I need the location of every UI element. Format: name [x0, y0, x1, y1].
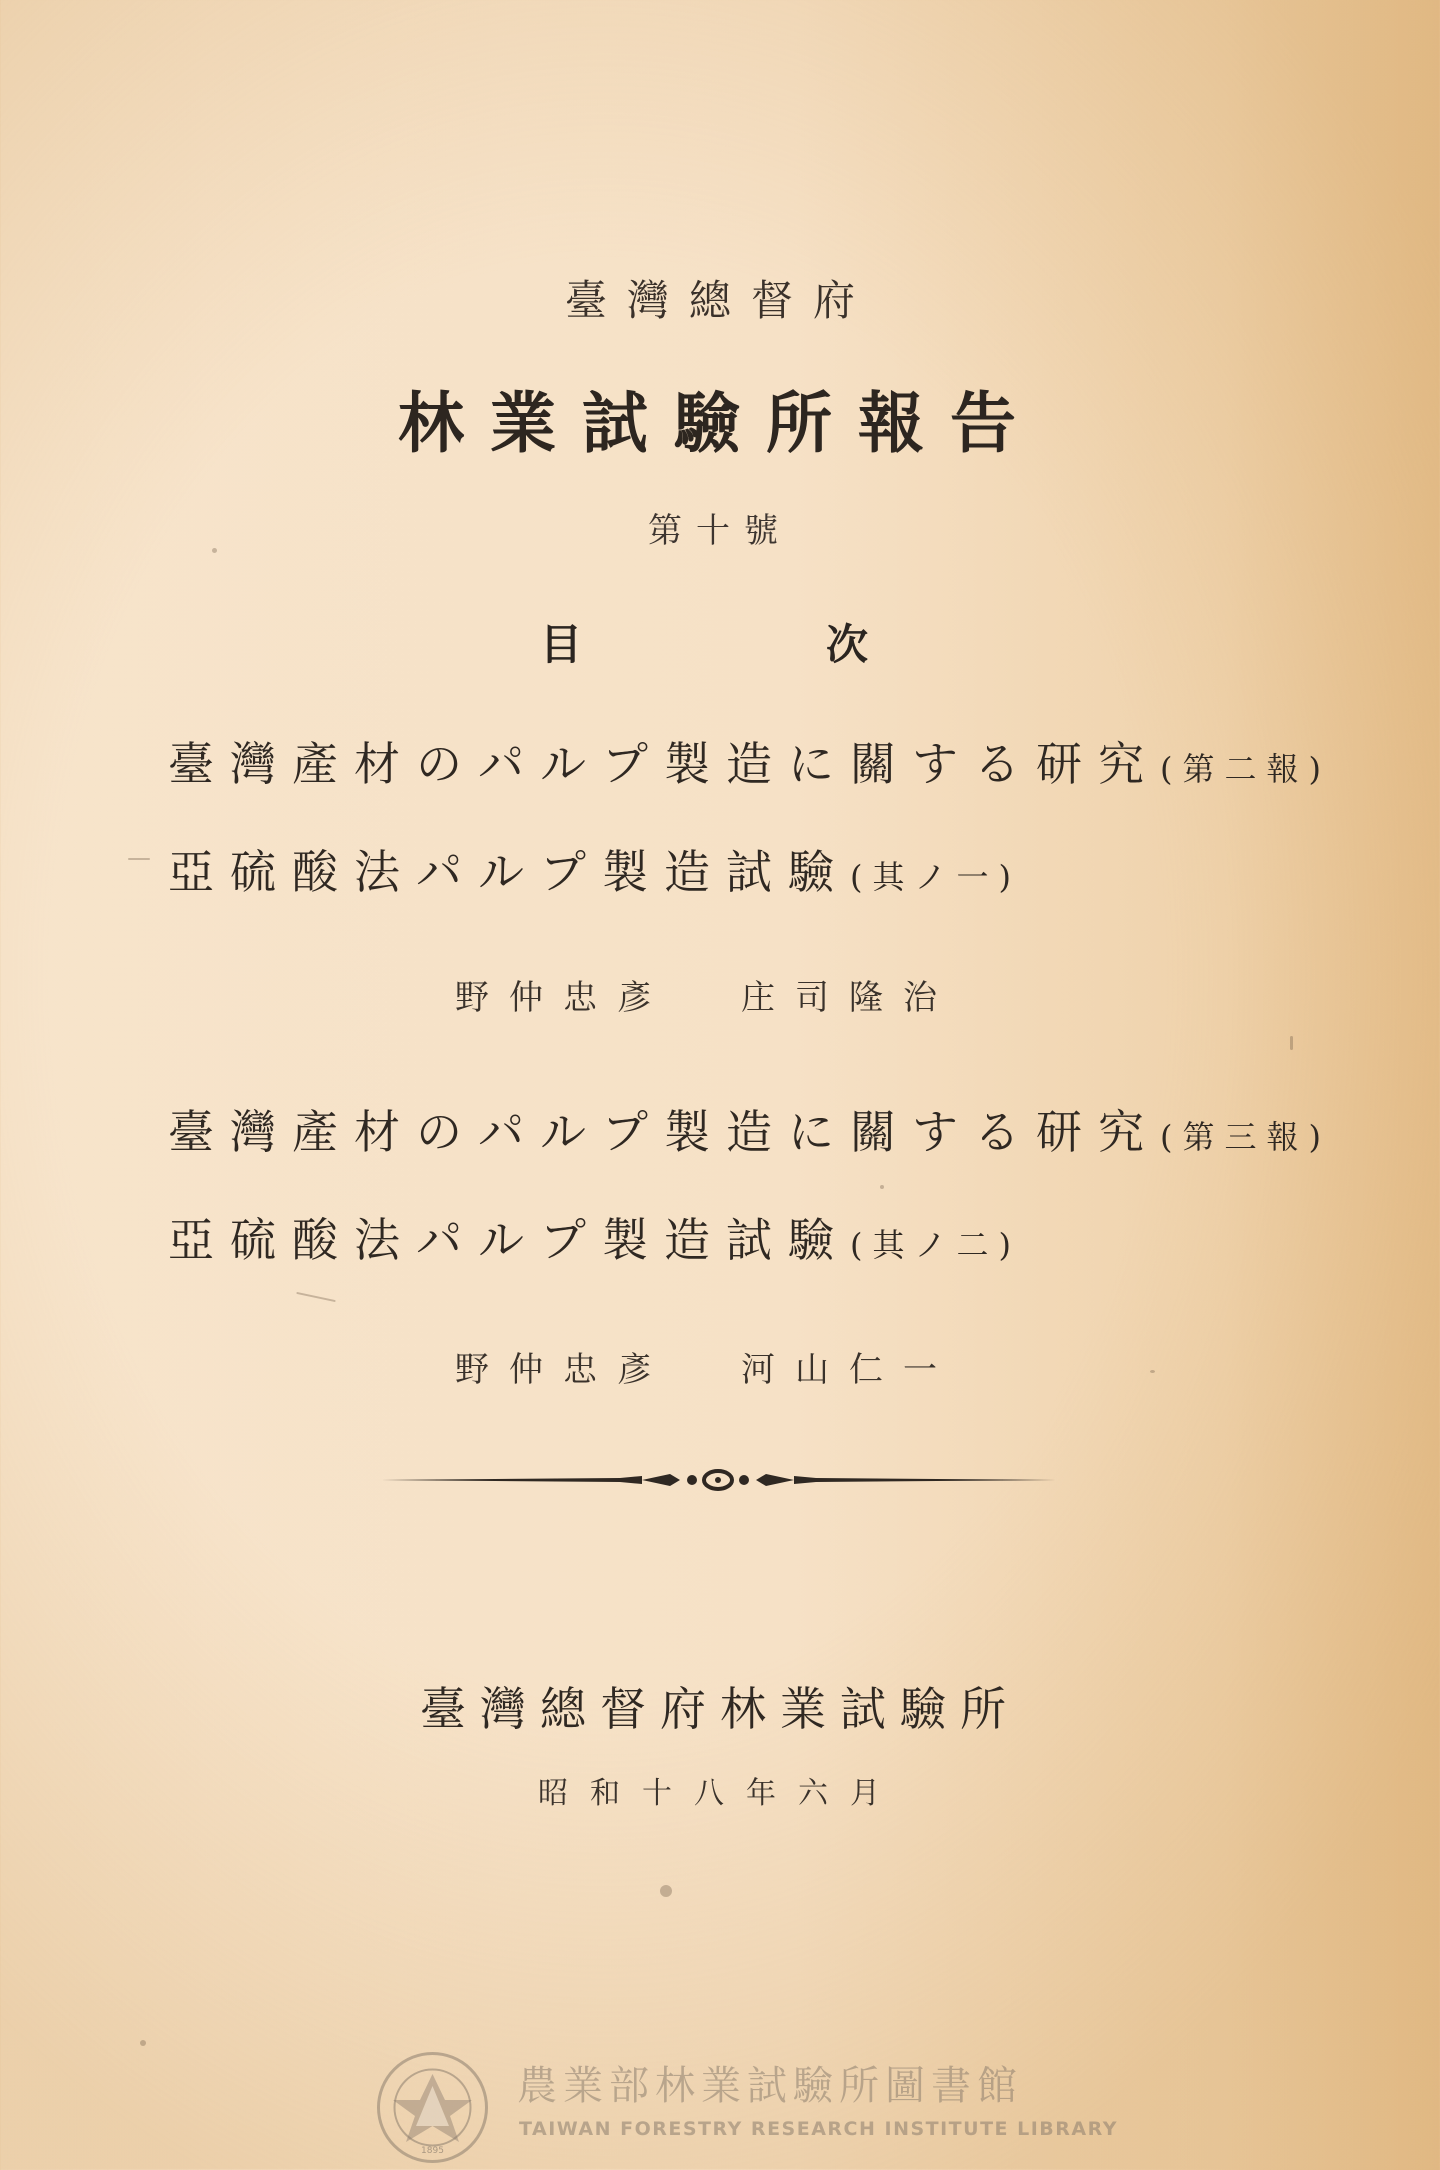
- toc-entry-2-part: (其ノ二): [850, 1226, 1021, 1264]
- report-title: 林業試驗所報告: [398, 384, 1042, 462]
- toc-entry-1-title-line2: [168, 836, 1021, 902]
- toc-entry-2-title-line2: [168, 1204, 1021, 1270]
- publisher-footer: 臺灣總督府林業試驗所: [420, 1682, 1020, 1736]
- paper-speck: [140, 2040, 146, 2046]
- publisher-header: 臺灣總督府: [564, 276, 875, 325]
- toc-entry-2-authors: [455, 1342, 957, 1391]
- author-name: 河山仁一: [741, 1350, 957, 1390]
- library-name-zh: 農業部林業試驗所圖書館: [517, 2063, 1023, 2109]
- toc-heading-left: 目: [540, 620, 583, 669]
- paper-speck: [296, 1292, 336, 1302]
- seal-year: 1895: [421, 2146, 444, 2156]
- paper-speck: [1290, 1036, 1293, 1050]
- paper-speck: [660, 1885, 672, 1897]
- library-seal-icon: [375, 2050, 490, 2165]
- ornamental-divider: [380, 1462, 1056, 1498]
- toc-entry-1-part: (其ノ一): [850, 858, 1021, 896]
- toc-entry-1-title: 臺灣產材のパルプ製造に關する研究: [168, 737, 1160, 791]
- toc-entry-1-authors: [455, 970, 957, 1019]
- toc-entry-1-title-line1: [168, 728, 1331, 794]
- library-watermark: [375, 2050, 1118, 2170]
- paper-speck: [212, 548, 217, 553]
- paper-speck: [128, 858, 150, 860]
- toc-entry-2-title-line1: [168, 1096, 1331, 1162]
- paper-speck: [1150, 1370, 1155, 1373]
- issue-number: 第十號: [648, 511, 792, 551]
- toc-entry-2-title: 臺灣產材のパルプ製造に關する研究: [168, 1105, 1160, 1159]
- toc-heading-right: 次: [826, 620, 869, 669]
- toc-entry-2-report-number: (第三報): [1160, 1118, 1331, 1156]
- library-name-en: TAIWAN FORESTRY RESEARCH INSTITUTE LIBRARY: [519, 2118, 1118, 2140]
- author-name: 庄司隆治: [741, 978, 957, 1018]
- toc-entry-1-subtitle: 亞硫酸法パルプ製造試驗: [168, 845, 850, 899]
- paper-speck: [880, 1185, 884, 1189]
- toc-entry-1-report-number: (第二報): [1160, 750, 1331, 788]
- author-name: 野仲忠彥: [455, 978, 671, 1018]
- author-name: 野仲忠彥: [455, 1350, 671, 1390]
- publication-date: 昭和十八年六月: [538, 1776, 902, 1811]
- toc-entry-2-subtitle: 亞硫酸法パルプ製造試驗: [168, 1213, 850, 1267]
